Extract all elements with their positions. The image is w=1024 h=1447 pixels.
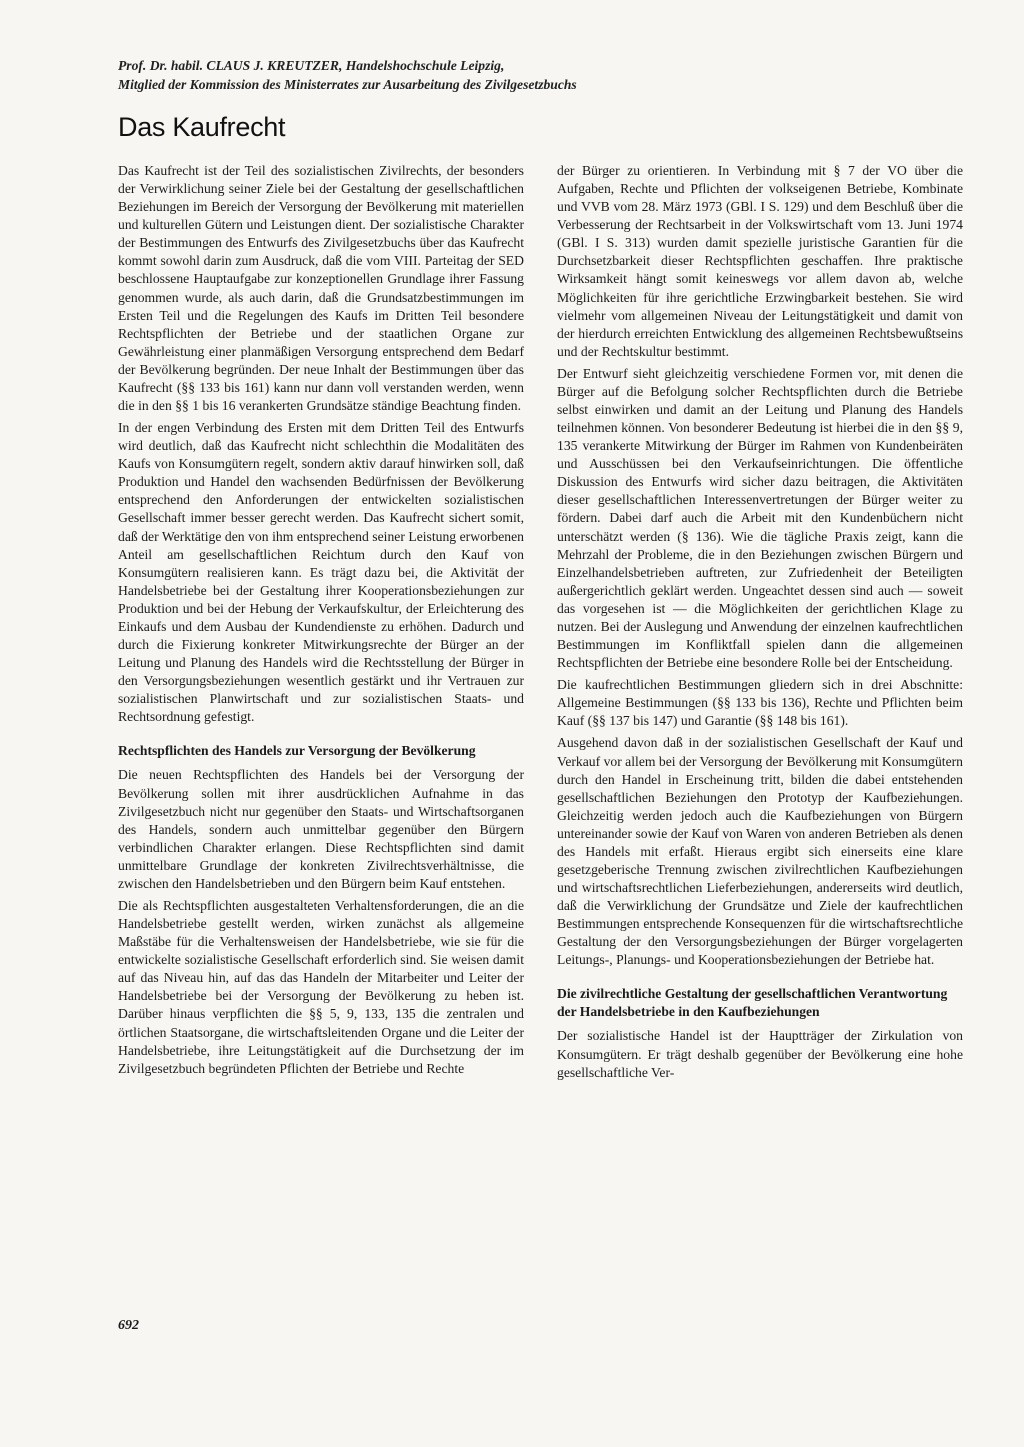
right-column: [557, 162, 963, 1086]
paragraph: der Bürger zu orientieren. In Verbindung mit § 7 der VO über die Aufgaben, Rechte und Pflichten der volkseigenen Betriebe, Kombinate und VVB vom 28. März 1973 (GBl. I S. 129) und dem Beschluß über die Verbesserung der Rechtsarbeit in der Volkswirtschaft vom 13. Juni 1974 (GBl. I S. 313) wurden damit spezielle juristische Garantien für die Durchsetzbarkeit dieser Rechtspflichten geschaffen. Ihre praktische Wirksamkeit hängt somit keineswegs vor allem davon ab, welche Möglichkeiten für ihre gerichtliche Erzwingbarkeit bestehen. Sie wird vielmehr vom allgemeinen Niveau der Leitungstätigkeit und damit von der hierdurch erreichten Entwicklung des allgemeinen Rechtsbewußtseins und der Rechtskultur bestimmt.: [557, 163, 963, 359]
author-line-1: Prof. Dr. habil. CLAUS J. KREUTZER, Handelshochschule Leipzig,: [118, 58, 505, 73]
paragraph: Der sozialistische Handel ist der Hauptträger der Zirkulation von Konsumgütern. Er trägt deshalb gegenüber der Bevölkerung eine hohe gesellschaftliche Ver-: [557, 1028, 963, 1080]
left-column: [118, 162, 524, 1086]
article-title: Das Kaufrecht: [118, 112, 286, 142]
paragraph: Das Kaufrecht ist der Teil des sozialistischen Zivilrechts, der besonders der Verwirklichung seiner Ziele bei der Gestaltung der gesellschaftlichen Beziehungen im Bereich der Versorgung der Bevölkerung mit materiellen und kulturellen Gütern und Leistungen dient. Der sozialistische Charakter der Bestimmungen des Entwurfs des Zivilgesetzbuchs über das Kaufrecht kommt sowohl darin zum Ausdruck, daß die vom VIII. Parteitag der SED beschlossene Hauptaufgabe zur konzeptionellen Grundlage ihrer Fassung genommen wurde, als auch darin, daß die Grundsatzbestimmungen im Ersten Teil und die Regelungen des Kaufs im Dritten Teil besondere Rechtspflichten der Betriebe und der staatlichen Organe zur Gewährleistung einer planmäßigen Versorgung entsprechend dem Bedarf der Bevölkerung begründen. Der neue Inhalt der Bestimmungen über das Kaufrecht (§§ 133 bis 161) kann nur dann voll verstanden werden, wenn die in den §§ 1 bis 16 verankerten Grundsätze ständige Beachtung finden.: [118, 163, 524, 414]
document-page: [118, 56, 963, 1416]
author-line-2: Mitglied der Kommission des Ministerrates zur Ausarbeitung des Zivilgesetzbuchs: [118, 77, 577, 92]
paragraph: Die neuen Rechtspflichten des Handels bei der Versorgung der Bevölkerung sollen mit ihrer ausdrücklichen Aufnahme in das Zivilgesetzbuch nicht nur gegenüber den Staats- und Wirtschaftsorganen des Handels, sondern auch unmittelbar gegenüber den Bürgern verbindlichen Charakter erlangen. Diese Rechtspflichten sind damit unmittelbare Grundlage der konkreten Zivilrechtsverhältnisse, die zwischen den Handelsbetrieben und den Bürgern beim Kauf entstehen.: [118, 767, 524, 891]
paragraph: Der Entwurf sieht gleichzeitig verschiedene Formen vor, mit denen die Bürger auf die Befolgung solcher Rechtspflichten durch die Betriebe selbst einwirken und damit an der Leitung und Planung des Handels teilnehmen können. Von besonderer Bedeutung ist hierbei die in den §§ 9, 135 verankerte Mitwirkung der Bürger im Rahmen von Kundenbeiräten und Ausschüssen bei den Verkaufseinrichtungen. Die öffentliche Diskussion des Entwurfs wird sicher dazu beitragen, die Aktivitäten dieser gesellschaftlichen Interessenvertretungen der Bürger weiter zu fördern. Dabei darf auch die Arbeit mit den Kundenbüchern nicht unterschätzt werden (§ 136). Wie die tägliche Praxis zeigt, kann die Mehrzahl der Probleme, die in den Beziehungen zwischen Bürgern und Einzelhandelsbetrieben auftreten, zur Zufriedenheit der Beteiligten außergerichtlich geklärt werden. Ungeachtet dessen sind auch — soweit das vorgesehen ist — die Möglichkeiten der gerichtlichen Klage zu nutzen. Bei der Auslegung und Anwendung der einzelnen kaufrechtlichen Bestimmungen im Konfliktfall spielen dann die allgemeinen Rechtspflichten der Betriebe eine besondere Rolle bei der Entscheidung.: [557, 365, 963, 671]
paragraph: Ausgehend davon daß in der sozialistischen Gesellschaft der Kauf und Verkauf vor allem bei der Versorgung der Bevölkerung mit Konsumgütern durch den Handel in Erscheinung tritt, bilden die dabei entstehenden gesellschaftlichen Beziehungen den Prototyp der Kaufbeziehungen. Gleichzeitig werden jedoch auch die Kaufbeziehungen von Bürgern untereinander sowie der Kauf von Waren von anderen Betrieben als denen des Handels mit erfaßt. Hieraus ergibt sich einerseits eine klare gesetzgeberische Trennung zwischen zivilrechtlichen Kaufbeziehungen und wirtschaftsrechtlichen Lieferbeziehungen, andererseits wird deutlich, daß die Verwirklichung der Grundsätze und Ziele der kaufrechtlichen Bestimmungen entsprechende Konsequenzen für die wirtschaftsrechtliche Gestaltung der den Versorgungsbeziehungen der Bürger vorgelagerten Leitungs-, Planungs- und Kooperationsbeziehungen der Betriebe hat.: [557, 735, 963, 968]
text-columns: [118, 162, 963, 1086]
section-heading: Rechtspflichten des Handels zur Versorgung der Bevölkerung: [118, 743, 476, 759]
paragraph: In der engen Verbindung des Ersten mit dem Dritten Teil des Entwurfs wird deutlich, daß das Kaufrecht nicht schlechthin die Modalitäten des Kaufs von Konsumgütern regelt, sondern aktiv darauf hinwirken soll, daß Produktion und Handel den wachsenden Bedürfnissen der Bevölkerung entsprechend den Anforderungen der entwickelten sozialistischen Gesellschaft immer besser gerecht werden. Das Kaufrecht sichert somit, daß der Werktätige den von ihm entsprechend seiner Leistung erworbenen Anteil am gesellschaftlichen Reichtum durch den Kauf von Konsumgütern realisieren kann. Es trägt dazu bei, die Aktivität der Handelsbetriebe bei der Gestaltung ihrer Kooperationsbeziehungen zur Produktion und bei der Hebung der Verkaufskultur, der Erleichterung des Einkaufs und dem Ausbau der Kundendienste zu erhöhen. Dadurch und durch die Fixierung konkreter Mitwirkungsrechte der Bürger an der Leitung und Planung des Handels wird die Rechtsstellung der Bürger in den Versorgungsbeziehungen wesentlich gestärkt und ihr Vertrauen zur sozialistischen Planwirtschaft und zur sozialistischen Staats- und Rechtsordnung gefestigt.: [118, 420, 524, 725]
paragraph: Die kaufrechtlichen Bestimmungen gliedern sich in drei Abschnitte: Allgemeine Bestimmungen (§§ 133 bis 136), Rechte und Pflichten beim Kauf (§§ 137 bis 147) und Garantie (§§ 148 bis 161).: [557, 677, 963, 729]
page-number: 692: [118, 1318, 139, 1333]
paragraph: Die als Rechtspflichten ausgestalteten Verhaltensforderungen, die an die Handelsbetriebe gestellt werden, wirken zunächst als allgemeine Maßstäbe für die Verhaltensweisen der Handelsbetriebe, wie sie für die entwickelte sozialistische Gesellschaft erforderlich sind. Sie weisen damit auf das Niveau hin, auf das das Handeln der Mitarbeiter und Leiter der Handelsbetriebe bei der Versorgung der Bevölkerung zu heben ist. Darüber hinaus verpflichten die §§ 5, 9, 133, 135 die zentralen und örtlichen Staatsorgane, die wirtschaftsleitenden Organe und die Leiter der Handelsbetriebe, ihre Leitungstätigkeit auf die Durchsetzung der im Zivilgesetzbuch begründeten Pflichten der Betriebe und Rechte: [118, 897, 524, 1076]
section-heading: Die zivilrechtliche Gestaltung der gesellschaftlichen Verantwortung der Handelsbetriebe in den Kaufbeziehungen: [557, 986, 948, 1020]
